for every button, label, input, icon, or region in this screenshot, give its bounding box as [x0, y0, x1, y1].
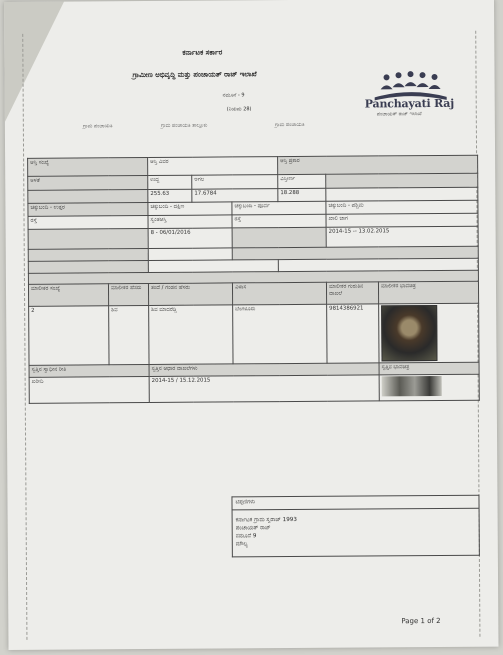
owner-no-header: ಮಾಲೀಕರ ಸಂಖ್ಯೆ [28, 284, 108, 307]
spacer-c [326, 187, 478, 201]
acquisition-type: ಖರೀದಿ [29, 376, 149, 403]
rule-number: (ನಿಯಮ 28) [226, 106, 252, 113]
property-table [27, 155, 480, 404]
property-photo [382, 376, 442, 396]
form-number: ನಮೂನೆ - 9 [222, 92, 245, 99]
acquisition-header: ಸ್ವತ್ತಿನ ಸ್ವಾಧೀನ ರೀತಿ [29, 364, 149, 377]
property-photo-header: ಸ್ವತ್ತಿನ ಭಾವಚಿತ್ರ [379, 362, 479, 375]
width-label: ಅಗಲ [192, 175, 278, 190]
owner-address: ಬೆಂಗಳೂರು [233, 304, 327, 364]
owner-photo-cell [379, 303, 479, 363]
measure-label: ಅಳತೆ [28, 176, 148, 191]
owner-id-header: ಮಾಲೀಕರ ಗುರುತಿನ ದಾಖಲೆ [326, 282, 378, 304]
owner-photo [381, 305, 437, 361]
owner-name-header: ಮಾಲೀಕರ ಹೆಸರು [108, 283, 148, 305]
area-label: ವಿಸ್ತೀರ್ಣ [278, 174, 326, 188]
logo-subtext: ಪಂಚಾಯತ್ ರಾಜ್ ಇಲಾಖೆ [376, 111, 422, 118]
property-type: ಆಸ್ತಿ ಪ್ರಕಾರ [278, 155, 478, 174]
length-value: 17.6784 [192, 189, 278, 203]
meta-mid: ಗ್ರಾಮ ಪಂಚಾಯತಿ ತಾಲ್ಲೂಕು [160, 122, 208, 129]
boundary-south: ಸ್ವಂತಆಸ್ತಿ [148, 215, 232, 229]
boundary-north-label: ಚಕ್ಕುಬಂದಿ - ಉತ್ತರ [28, 203, 148, 217]
boundary-west: ಖಾಲಿ ಜಾಗ [326, 213, 478, 227]
owner-father: ಶಿವ ಮಾದರೆಡ್ಡಿ [149, 305, 233, 365]
remarks-title: ಟಿಪ್ಪಣಿಗಳು [232, 495, 479, 510]
boundary-east: ರಸ್ತೆ [232, 214, 326, 228]
spacer-b [28, 190, 148, 204]
row-8-mid [148, 260, 278, 273]
remarks-line-4: ಮೌಲ್ಯ [235, 541, 248, 548]
document-subtitle: ಗ್ರಾಮೀಣ ಅಭಿವೃದ್ಧಿ ಮತ್ತು ಪಂಚಾಯತ್ ರಾಜ್ ಇಲಾಖೆ [132, 70, 257, 80]
documents-value: 2014-15 / 15.12.2015 [149, 375, 379, 403]
boundary-south-label: ಚಕ್ಕುಬಂದಿ - ದಕ್ಷಿಣ [148, 202, 232, 216]
owner-no: 2 [29, 306, 109, 366]
document-title: ಕರ್ನಾಟಕ ಸರ್ಕಾರ [182, 48, 223, 57]
document-sheet [4, 0, 499, 650]
boundary-north: ರಸ್ತೆ [28, 215, 148, 229]
owner-photo-header: ಮಾಲೀಕರ ಭಾವಚಿತ್ರ [378, 281, 478, 304]
documents-header: ಸ್ವತ್ತಿನ ಆಧಾರ ದಾಖಲೆಗಳು [149, 363, 379, 377]
owner-id: 9814386921 [327, 304, 379, 363]
owner-address-header: ವಿಳಾಸ [232, 282, 326, 305]
width-value: 18.288 [278, 188, 326, 201]
tax-period: 2014-15 -- 13.02.2015 [326, 226, 478, 247]
resolution-date: 8 - 06/01/2016 [148, 228, 232, 249]
remarks-line-3: ನಮೂನೆ 9 [235, 533, 257, 540]
owner-name: ಶಿವ [109, 305, 149, 364]
row-7-label [28, 248, 148, 261]
boundary-west-label: ಚಕ್ಕುಬಂದಿ - ಪಶ್ಚಿಮ [326, 200, 478, 214]
remarks-line-2: ಪಂಚಾಯತ್ ರಾಜ್ [235, 525, 271, 532]
tax-label [232, 227, 326, 248]
owner-father-header: ತಂದೆ / ಗಂಡನ ಹೆಸರು [148, 283, 232, 306]
property-photo-cell [379, 374, 479, 401]
row-7-value [148, 248, 232, 261]
resolution-label [28, 228, 148, 249]
property-no-label: ಆಸ್ತಿ ಸಂಖ್ಯೆ [28, 158, 148, 177]
area-value: 255.63 [148, 189, 192, 202]
length-label: ಉದ್ದ [148, 175, 192, 189]
property-detail: ಆಸ್ತಿ ವಿವರ [148, 157, 278, 176]
boundary-east-label: ಚಕ್ಕುಬಂದಿ - ಪೂರ್ವ [232, 201, 326, 215]
remarks-line-1: ಕರ್ನಾಟಕ ಗ್ರಾಮ ಸ್ವರಾಜ್ 1993 [235, 517, 297, 524]
remarks-body [232, 508, 479, 557]
logo-text: Panchayati Raj [364, 96, 454, 111]
page-number: Page 1 of 2 [401, 616, 441, 626]
row-8-label [28, 260, 148, 273]
spacer-a [326, 173, 478, 188]
remarks-box [231, 495, 479, 558]
meta-left: ಗ್ರಾಮ ಪಂಚಾಯತಿ [82, 123, 113, 130]
meta-right: ಗ್ರಾಮ ಪಂಚಾಯತಿ [274, 121, 305, 129]
